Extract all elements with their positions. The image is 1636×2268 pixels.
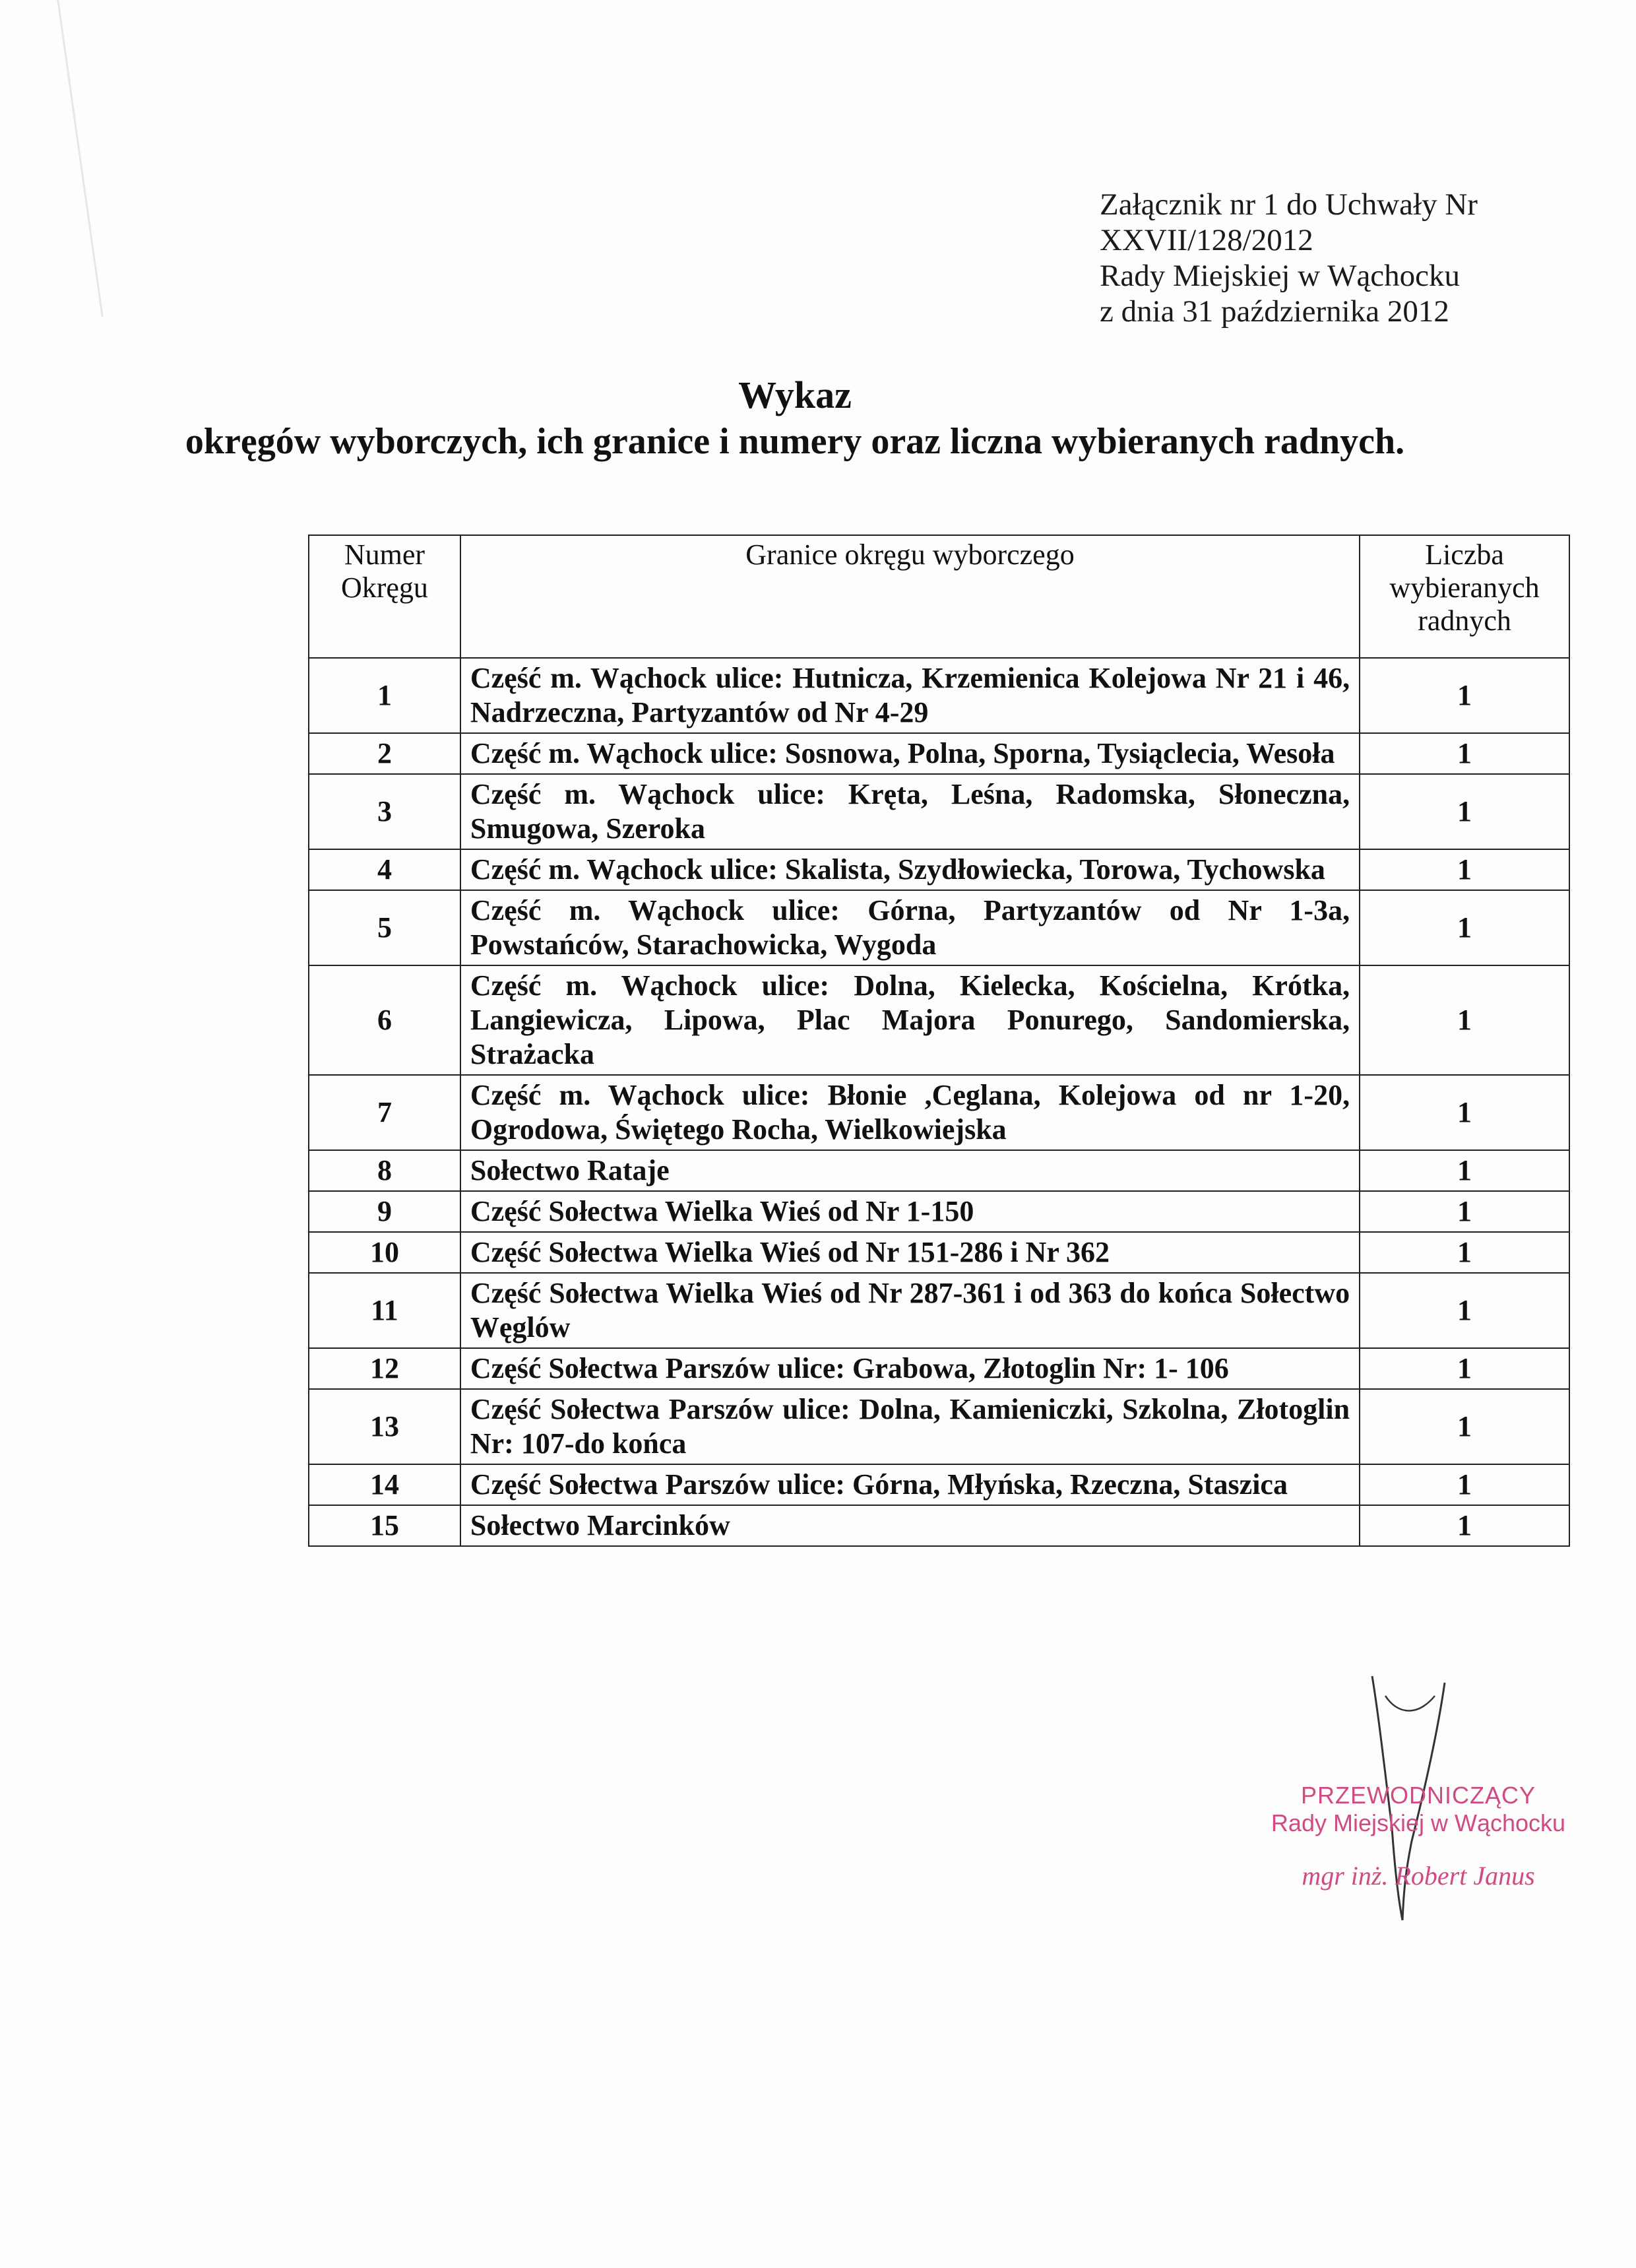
district-boundaries: Część m. Wąchock ulice: Górna, Partyzantów od Nr 1-3a, Powstańców, Starachowicka, Wygoda	[460, 890, 1360, 965]
district-boundaries: Sołectwo Rataje	[460, 1150, 1360, 1191]
district-number: 6	[309, 965, 460, 1075]
table-row	[309, 733, 1569, 774]
col-header-boundaries: Granice okręgu wyborczego	[460, 535, 1360, 658]
district-boundaries: Część Sołectwa Wielka Wieś od Nr 1-150	[460, 1191, 1360, 1232]
councillor-count: 1	[1360, 1389, 1569, 1464]
councillor-count: 1	[1360, 849, 1569, 890]
district-number: 7	[309, 1075, 460, 1150]
district-number: 10	[309, 1232, 460, 1273]
table-header-row	[309, 535, 1569, 658]
table-row	[309, 1075, 1569, 1150]
table-row	[309, 965, 1569, 1075]
district-boundaries: Część m. Wąchock ulice: Dolna, Kielecka, Kościelna, Krótka, Langiewicza, Lipowa, Plac Majora Ponurego, Sandomierska, Strażacka	[460, 965, 1360, 1075]
table-row	[309, 1150, 1569, 1191]
district-number: 8	[309, 1150, 460, 1191]
header-line-2: XXVII/128/2012	[1100, 223, 1313, 257]
col-header-number: Numer Okręgu	[309, 535, 460, 658]
district-number: 1	[309, 658, 460, 733]
councillor-count: 1	[1360, 1150, 1569, 1191]
stamp-name: mgr inż. Robert Janus	[1302, 1861, 1535, 1891]
table-row	[309, 890, 1569, 965]
councillor-count: 1	[1360, 1348, 1569, 1389]
councillor-count: 1	[1360, 658, 1569, 733]
title-line-2: okręgów wyborczych, ich granice i numery oraz liczna wybieranych radnych.	[185, 421, 1405, 462]
district-boundaries: Część m. Wąchock ulice: Skalista, Szydłowiecka, Torowa, Tychowska	[460, 849, 1360, 890]
district-boundaries: Część Sołectwa Parszów ulice: Górna, Młyńska, Rzeczna, Staszica	[460, 1464, 1360, 1505]
attachment-header	[1100, 187, 1478, 329]
district-number: 4	[309, 849, 460, 890]
table-row	[309, 774, 1569, 849]
district-boundaries: Część m. Wąchock ulice: Kręta, Leśna, Radomska, Słoneczna, Smugowa, Szeroka	[460, 774, 1360, 849]
councillor-count: 1	[1360, 890, 1569, 965]
table-row	[309, 1505, 1569, 1546]
district-boundaries: Część Sołectwa Parszów ulice: Grabowa, Złotoglin Nr: 1- 106	[460, 1348, 1360, 1389]
stamp-title: PRZEWODNICZĄCY	[1301, 1782, 1536, 1809]
district-boundaries: Część Sołectwa Wielka Wieś od Nr 151-286 i Nr 362	[460, 1232, 1360, 1273]
title-line-1: Wykaz	[738, 373, 852, 416]
table-row	[309, 1464, 1569, 1505]
councillor-count: 1	[1360, 1232, 1569, 1273]
district-number: 12	[309, 1348, 460, 1389]
councillor-count: 1	[1360, 1464, 1569, 1505]
table-body	[309, 658, 1569, 1546]
district-boundaries: Część m. Wąchock ulice: Hutnicza, Krzemienica Kolejowa Nr 21 i 46, Nadrzeczna, Partyzantów od Nr 4-29	[460, 658, 1360, 733]
councillor-count: 1	[1360, 1075, 1569, 1150]
table-row	[309, 849, 1569, 890]
district-number: 2	[309, 733, 460, 774]
table-row	[309, 658, 1569, 733]
councillor-count: 1	[1360, 965, 1569, 1075]
district-number: 14	[309, 1464, 460, 1505]
district-number: 15	[309, 1505, 460, 1546]
district-boundaries: Część Sołectwa Wielka Wieś od Nr 287-361 i od 363 do końca Sołectwo Węglów	[460, 1273, 1360, 1348]
councillor-count: 1	[1360, 1273, 1569, 1348]
table-row	[309, 1389, 1569, 1464]
stamp-body: Rady Miejskiej w Wąchocku	[1271, 1809, 1566, 1836]
councillor-count: 1	[1360, 1505, 1569, 1546]
district-number: 11	[309, 1273, 460, 1348]
document-title	[0, 375, 1613, 462]
councillor-count: 1	[1360, 1191, 1569, 1232]
table-row	[309, 1273, 1569, 1348]
table-row	[309, 1191, 1569, 1232]
header-line-4: z dnia 31 października 2012	[1100, 294, 1449, 329]
chairman-stamp	[1247, 1782, 1590, 1891]
districts-table	[308, 535, 1570, 1547]
district-number: 5	[309, 890, 460, 965]
header-line-3: Rady Miejskiej w Wąchocku	[1100, 259, 1461, 293]
district-boundaries: Sołectwo Marcinków	[460, 1505, 1360, 1546]
col-header-count: Liczba wybieranych radnych	[1360, 535, 1569, 658]
councillor-count: 1	[1360, 733, 1569, 774]
district-boundaries: Część m. Wąchock ulice: Sosnowa, Polna, Sporna, Tysiąclecia, Wesoła	[460, 733, 1360, 774]
scan-shadow	[57, 0, 195, 317]
district-number: 3	[309, 774, 460, 849]
district-number: 9	[309, 1191, 460, 1232]
header-line-1: Załącznik nr 1 do Uchwały Nr	[1100, 187, 1478, 222]
district-boundaries: Część m. Wąchock ulice: Błonie ,Ceglana, Kolejowa od nr 1-20, Ogrodowa, Świętego Rocha, Wielkowiejska	[460, 1075, 1360, 1150]
district-number: 13	[309, 1389, 460, 1464]
table-row	[309, 1232, 1569, 1273]
district-boundaries: Część Sołectwa Parszów ulice: Dolna, Kamieniczki, Szkolna, Złotoglin Nr: 107-do końca	[460, 1389, 1360, 1464]
table-row	[309, 1348, 1569, 1389]
councillor-count: 1	[1360, 774, 1569, 849]
